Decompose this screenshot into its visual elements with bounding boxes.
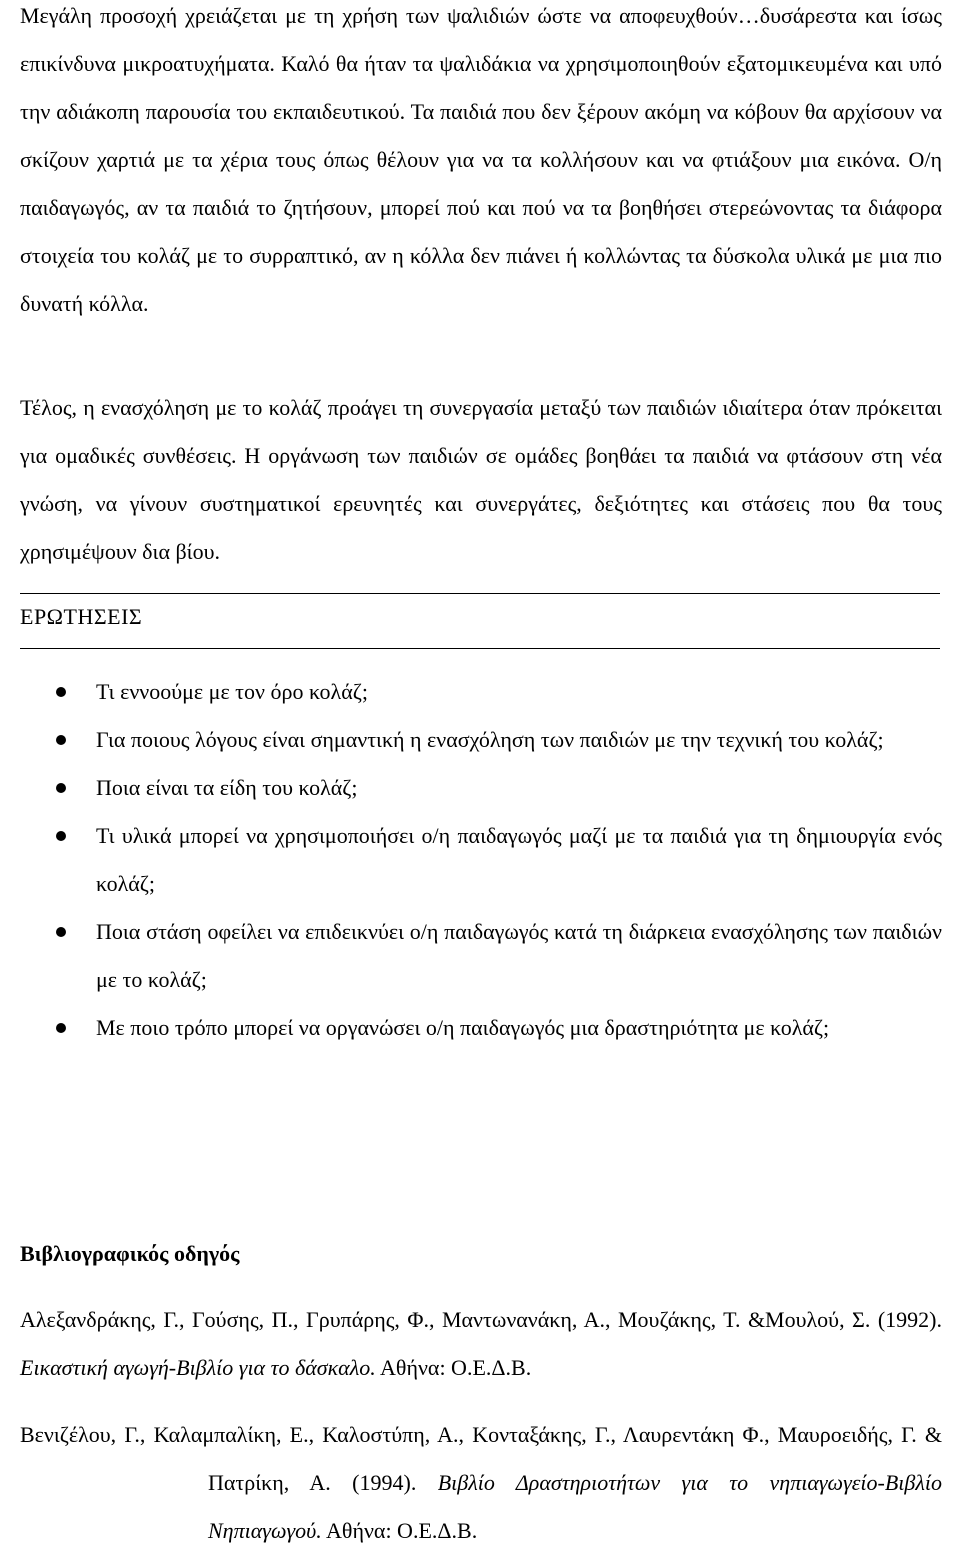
questions-heading: ΕΡΩΤΗΣΕΙΣ bbox=[20, 604, 143, 629]
bibliography-entry-2 bbox=[20, 1411, 942, 1555]
question-item: Τι υλικά μπορεί να χρησιμοποιήσει ο/η παιδαγωγός μαζί με τα παιδιά για τη δημιουργία ενός κολάζ; bbox=[20, 812, 942, 908]
question-item: Για ποιους λόγους είναι σημαντική η ενασχόληση των παιδιών με την τεχνική του κολάζ; bbox=[20, 716, 942, 764]
bib-authors: Αλεξανδράκης, Γ., Γούσης, Π., Γρυπάρης, Φ., Μαντωνανάκη, Α., Μουζάκης, Τ. &Μουλού, Σ. (1992). bbox=[20, 1307, 942, 1332]
bib-authors: Βενιζέλου, Γ., Καλαμπαλίκη, Ε., Καλοστύπη, Α., Κονταξάκης, Γ., Λαυρεντάκη Φ., Μαυροειδής, Γ. & Πατρίκη, Α. (1994). bbox=[20, 1422, 942, 1495]
bib-publisher: Αθήνα: Ο.Ε.Δ.Β. bbox=[375, 1355, 532, 1380]
bib-publisher: Αθήνα: Ο.Ε.Δ.Β. bbox=[321, 1518, 478, 1543]
questions-list bbox=[20, 668, 942, 1052]
question-item: Με ποιο τρόπο μπορεί να οργανώσει ο/η παιδαγωγός μια δραστηριότητα με κολάζ; bbox=[20, 1004, 942, 1052]
bib-book-title: Βιβλίο Δραστηριοτήτων για το νηπιαγωγείο-Βιβλίο Νηπιαγωγού. bbox=[208, 1470, 943, 1543]
paragraph-safety: Μεγάλη προσοχή χρειάζεται με τη χρήση των ψαλιδιών ώστε να αποφευχθούν…δυσάρεστα και ίσως επικίνδυνα μικροατυχήματα. Καλό θα ήταν τα ψαλιδάκια να χρησιμοποιηθούν εξατομικευμένα και υπό την αδιάκοπη παρουσία του εκπαιδευτικού. Τα παιδιά που δεν ξέρουν ακόμη να κόβουν θα αρχίσουν να σκίζουν χαρτιά με τα χέρια τους όπως θέλουν για να τα κολλήσουν και να φτιάξουν μια εικόνα. Ο/η παιδαγωγός, αν τα παιδιά το ζητήσουν, μπορεί πού και πού να τα βοηθήσει στερεώνοντας τα διάφορα στοιχεία του κολάζ με το συρραπτικό, αν η κόλλα δεν πιάνει ή κολλώντας τα δύσκολα υλικά με μια πιο δυνατή κόλλα. bbox=[20, 3, 942, 316]
paragraph-cooperation: Τέλος, η ενασχόληση με το κολάζ προάγει τη συνεργασία μεταξύ των παιδιών ιδιαίτερα όταν πρόκειται για ομαδικές συνθέσεις. Η οργάνωση των παιδιών σε ομάδες βοηθάει τα παιδιά να φτάσουν στη νέα γνώση, να γίνουν συστηματικοί ερευνητές και συνεργάτες, δεξιότητες και στάσεις που θα τους χρησιμέψουν δια βίου. bbox=[20, 395, 942, 564]
bibliography-title: Βιβλιογραφικός οδηγός bbox=[20, 1241, 240, 1266]
bib-book-title: Εικαστική αγωγή-Βιβλίο για το δάσκαλο. bbox=[20, 1355, 376, 1380]
question-item: Ποια είναι τα είδη του κολάζ; bbox=[20, 764, 942, 812]
question-item: Τι εννοούμε με τον όρο κολάζ; bbox=[20, 668, 942, 716]
questions-heading-box bbox=[20, 593, 940, 649]
question-item: Ποια στάση οφείλει να επιδεικνύει ο/η παιδαγωγός κατά τη διάρκεια ενασχόλησης των παιδιών με το κολάζ; bbox=[20, 908, 942, 1004]
bibliography-entry-1 bbox=[20, 1296, 942, 1392]
